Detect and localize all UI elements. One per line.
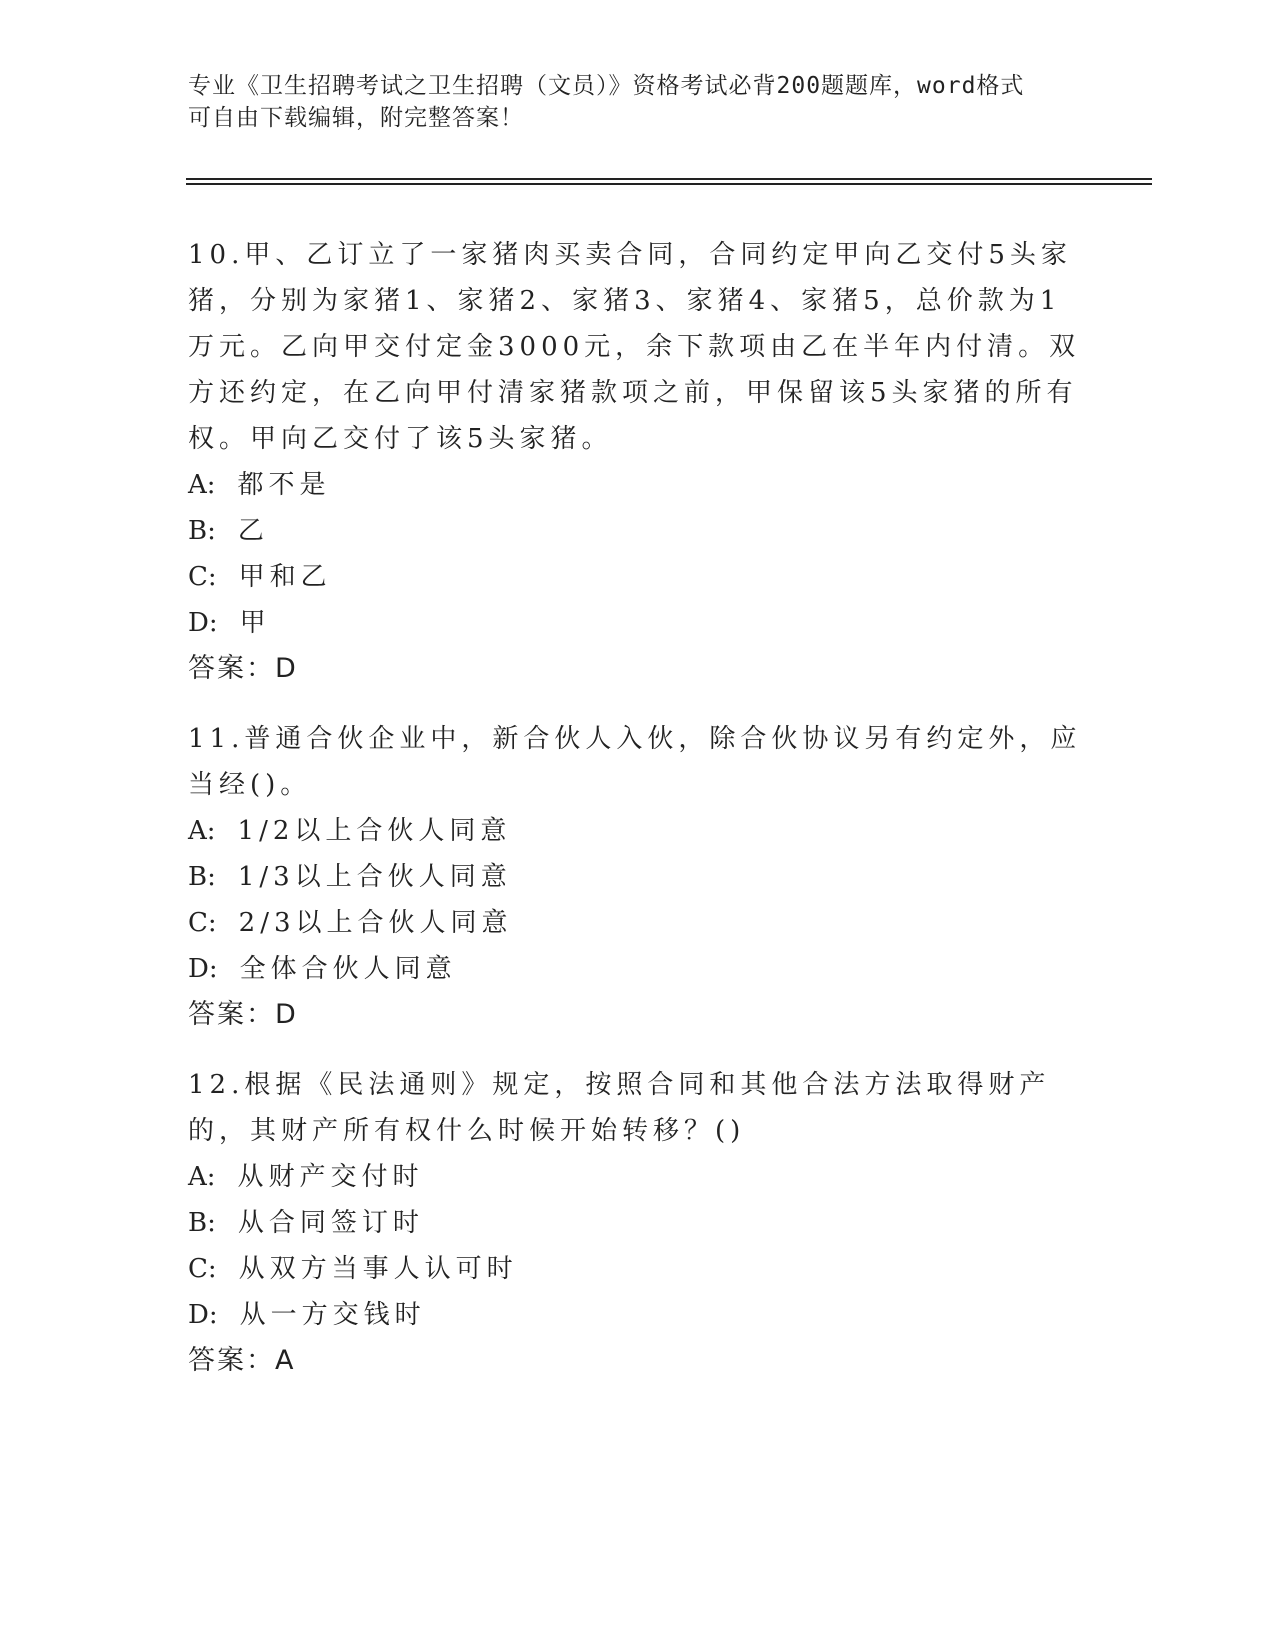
option-text: 从财产交付时 bbox=[237, 1162, 424, 1192]
option-d bbox=[188, 600, 1088, 646]
option-text: 乙 bbox=[237, 516, 269, 546]
option-letter: B: bbox=[188, 1208, 216, 1238]
answer-label: 答案：D bbox=[188, 653, 298, 684]
option-letter: A: bbox=[188, 816, 216, 846]
option-a bbox=[188, 462, 1088, 508]
question-stem: 12.根据《民法通则》规定，按照合同和其他合法方法取得财产的，其财产所有权什么时候开始转移？() bbox=[188, 1070, 1051, 1146]
option-letter: D: bbox=[188, 608, 218, 638]
option-letter: C: bbox=[188, 1254, 217, 1284]
option-text: 从合同签订时 bbox=[237, 1208, 424, 1238]
question-list bbox=[188, 232, 1088, 1408]
option-text: 1/3以上合伙人同意 bbox=[237, 862, 512, 892]
question-12 bbox=[188, 1062, 1088, 1384]
answer-label: 答案：A bbox=[188, 1345, 296, 1376]
header-divider-bottom bbox=[186, 183, 1152, 185]
option-letter: A: bbox=[188, 1162, 216, 1192]
option-b bbox=[188, 854, 1088, 900]
question-10 bbox=[188, 232, 1088, 692]
header-line-1: 专业《卫生招聘考试之卫生招聘（文员）》资格考试必背200题题库，word格式 bbox=[188, 73, 1025, 99]
option-text: 1/2以上合伙人同意 bbox=[237, 816, 512, 846]
option-d bbox=[188, 946, 1088, 992]
option-text: 甲 bbox=[239, 608, 271, 638]
option-a bbox=[188, 1154, 1088, 1200]
option-b bbox=[188, 508, 1088, 554]
option-text: 甲和乙 bbox=[238, 562, 332, 592]
question-stem: 11.普通合伙企业中，新合伙人入伙，除合伙协议另有约定外，应当经()。 bbox=[188, 724, 1082, 800]
option-d bbox=[188, 1292, 1088, 1338]
option-c bbox=[188, 1246, 1088, 1292]
option-letter: D: bbox=[188, 954, 218, 984]
option-letter: C: bbox=[188, 908, 217, 938]
document-header bbox=[188, 70, 1068, 134]
option-text: 从一方交钱时 bbox=[239, 1300, 426, 1330]
question-11 bbox=[188, 716, 1088, 1038]
answer-label: 答案：D bbox=[188, 999, 298, 1030]
option-b bbox=[188, 1200, 1088, 1246]
header-divider-top bbox=[186, 178, 1152, 180]
header-line-2: 可自由下载编辑，附完整答案！ bbox=[188, 105, 524, 131]
option-letter: B: bbox=[188, 516, 216, 546]
option-text: 从双方当事人认可时 bbox=[238, 1254, 518, 1284]
option-a bbox=[188, 808, 1088, 854]
option-letter: B: bbox=[188, 862, 216, 892]
option-text: 全体合伙人同意 bbox=[239, 954, 457, 984]
option-text: 都不是 bbox=[237, 470, 331, 500]
question-stem: 10.甲、乙订立了一家猪肉买卖合同，合同约定甲向乙交付5头家猪，分别为家猪1、家猪2、家猪3、家猪4、家猪5，总价款为1万元。乙向甲交付定金3000元，余下款项由乙在半年内付清。双方还约定，在乙向甲付清家猪款项之前，甲保留该5头家猪的所有权。甲向乙交付了该5头家猪。 bbox=[188, 240, 1081, 454]
option-letter: A: bbox=[188, 470, 216, 500]
option-letter: C: bbox=[188, 562, 217, 592]
option-text: 2/3以上合伙人同意 bbox=[238, 908, 513, 938]
option-c bbox=[188, 900, 1088, 946]
option-letter: D: bbox=[188, 1300, 218, 1330]
option-c bbox=[188, 554, 1088, 600]
